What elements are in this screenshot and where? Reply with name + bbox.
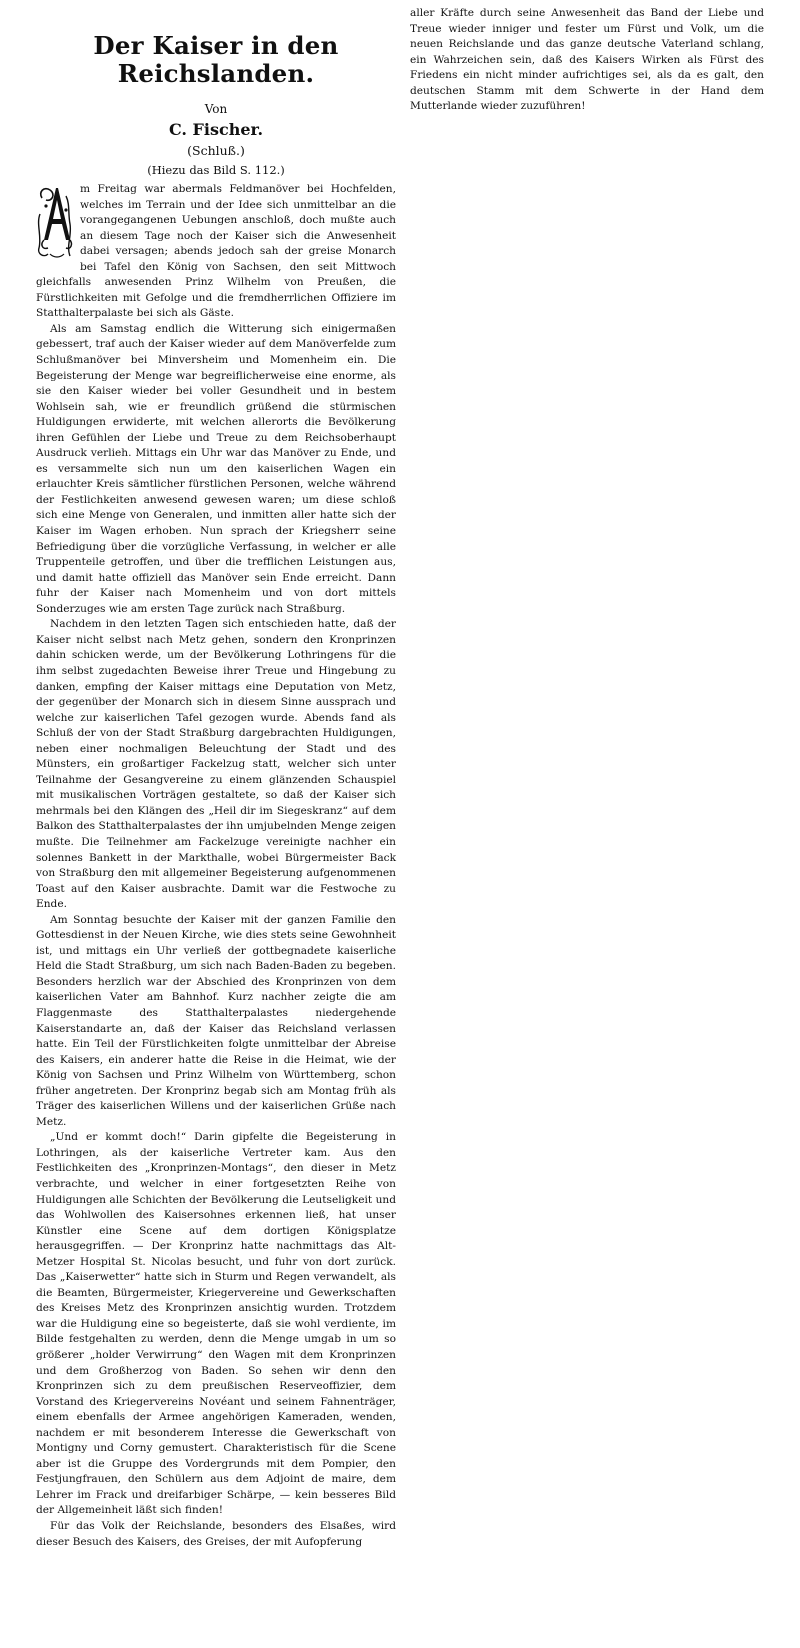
right-column (410, 6, 764, 115)
paragraph-4: Am Sonntag besuchte der Kaiser mit der ganzen Familie den Gottesdienst in der Neuen Kirche, wie dies stets seine Gewohnheit ist, und mittags ein Uhr verließ der gottbegnadete kaiserliche Held die Stadt Straßburg, um sich nach Baden-Baden zu begeben. Besonders herzlich war der Abschied des Kronprinzen von dem kaiserlichen Vater am Bahnhof. Kurz nachher zeigte die am Flaggenmaste des Statthalterpalastes niedergehende Kaiserstandarte an, daß der Kaiser das Reichsland verlassen hatte. Ein Teil der Fürstlichkeiten folgte unmittelbar der Abreise des Kaisers, ein anderer hatte die Reise in die Heimat, wie der König von Sachsen und Prinz Wilhelm von Württemberg, schon früher angetreten. Der Kronprinz begab sich am Montag früh als Träger des kaiserlichen Willens und der kaiserlichen Grüße nach Metz. (36, 913, 396, 1128)
paragraph-1-text: m Freitag war abermals Feldmanöver bei Hochfelden, welches im Terrain und der Idee sich unmittelbar an die vorangegangenen Uebungen anschloß, doch mußte auch an diesem Tage noch der Kaiser sich die Anwesenheit dabei versagen; abends jedoch sah der greise Monarch bei Tafel den König von Sachsen, den seit Mittwoch gleichfalls anwesenden Prinz Wilhelm von Preußen, die Fürstlichkeiten mit Gefolge und die fremdherrlichen Offiziere im Statthalterpalaste bei sich als Gäste. (36, 183, 396, 320)
paragraph-3: Nachdem in den letzten Tagen sich entschieden hatte, daß der Kaiser nicht selbst nach Metz gehen, sondern den Kronprinzen dahin schicken werde, um der Bevölkerung Lothringens für die ihm selbst zugedachten Beweise ihrer Treue und Hingebung zu danken, empfing der Kaiser mittags eine Deputation von Metz, der gegenüber der Monarch sich in diesem Sinne aussprach und welche zur kaiserlichen Tafel gezogen wurde. Abends fand als Schluß der von der Stadt Straßburg dargebrachten Huldigungen, neben einer nochmaligen Beleuchtung der Stadt und des Münsters, ein großartiger Fackelzug statt, welcher sich unter Teilnahme der Gesangvereine zu einem glänzenden Schauspiel mit musikalischen Vorträgen gestaltete, so daß der Kaiser sich mehrmals bei den Klängen des „Heil dir im Siegeskranz“ auf dem Balkon des Statthalterpalastes der ihn umjubelnden Menge zeigen mußte. Die Teilnehmer am Fackelzuge vereinigte nachher ein solennes Bankett in der Markthalle, wobei Bürgermeister Back von Straßburg den mit allgemeiner Begeisterung aufgenommenen Toast auf den Kaiser ausbrachte. Damit war die Festwoche zu Ende. (36, 618, 396, 911)
left-column (36, 26, 396, 1550)
author-name: C. Fischer. (168, 120, 264, 139)
article-title: Der Kaiser in den Reichslanden. (93, 31, 339, 88)
part-label: (Schluß.) (187, 143, 245, 158)
paragraph-7: aller Kräfte durch seine Anwesenheit das Band der Liebe und Treue wieder inniger und fester um Fürst und Volk, um die neuen Reichslande und das ganze deutsche Vaterland schlang, ein Wahrzeichen sein, daß des Kaisers Wirken als Fürst des Friedens ein nicht minder aufrichtiges sei, als da es galt, den deutschen Stamm mit dem Schwerte in der Hand dem Mutterlande wieder zuzuführen! (410, 7, 764, 113)
byline-von: Von (204, 102, 228, 116)
paragraph-5: „Und er kommt doch!“ Darin gipfelte die Begeisterung in Lothringen, als der kaiserliche Vertreter kam. Aus den Festlichkeiten des „Kronprinzen-Montags“, den dieser in Metz verbrachte, und welcher in einer fortgesetzten Reihe von Huldigungen alle Schichten der Bevölkerung die Leutseligkeit und das Wohlwollen des Kaisersohnes erkennen ließ, hat unser Künstler eine Scene auf dem dortigen Königsplatze herausgegriffen. — Der Kronprinz hatte nachmittags das Alt-Metzer Hospital St. Nicolas besucht, und fuhr von dort zurück. Das „Kaiserwetter“ hatte sich in Sturm und Regen verwandelt, als die Beamten, Bürgermeister, Kriegervereine und Gewerkschaften des Kreises Metz des Kronprinzen ansichtig wurden. Trotzdem war die Huldigung eine so begeisterte, daß sie wohl verdiente, im Bilde festgehalten zu werden, denn die Menge umgab in um so größerer „holder Verwirrung“ den Wagen mit dem Kronprinzen und dem Großherzog von Baden. So sehen wir denn den Kronprinzen sich zu dem preußischen Reserveoffizier, dem Vorstand des Kriegervereins Novéant und seinem Fahnenträger, einem ebenfalls der Armee angehörigen Kameraden, wenden, nachdem er mit besonderem Interesse die Gewerkschaft von Montigny und Corny gemustert. Charakteristisch für die Scene aber ist die Gruppe des Vordergrunds mit dem Pompier, den Festjungfrauen, den Schülern aus dem Adjoint de maire, dem Lehrer im Frack und dreifarbiger Schärpe, — kein besseres Bild der Allgemeinheit läßt sich finden! (36, 1131, 396, 1517)
ornamental-initial-a-icon (36, 184, 74, 260)
paragraph-2: Als am Samstag endlich die Witterung sich einigermaßen gebessert, traf auch der Kaiser wieder auf dem Manöverfelde zum Schlußmanöver bei Minversheim und Momenheim ein. Die Begeisterung der Menge war begreiflicherweise eine enorme, als sie den Kaiser wieder bei voller Gesundheit und in bestem Wohlsein sah, wie er freundlich grüßend die stürmischen Huldigungen erwiderte, mit welchen allerorts die Bevölkerung ihren Gefühlen der Liebe und Treue zu dem Reichsoberhaupt Ausdruck verlieh. Mittags ein Uhr war das Manöver zu Ende, und es versammelte sich nun um den kaiserlichen Wagen ein erlauchter Kreis sämtlicher fürstlichen Personen, welche während der Festlichkeiten anwesend gewesen waren; um diese schloß sich eine Menge von Generalen, und inmitten aller hatte sich der Kaiser im Wagen erhoben. Nun sprach der Kriegsherr seine Befriedigung über die vorzügliche Verfassung, in welcher er alle Truppenteile getroffen, und über die trefflichen Leistungen aus, und damit hatte offiziell das Manöver sein Ende erreicht. Dann fuhr der Kaiser nach Momenheim und von dort mittels Sonderzuges wie am ersten Tage zurück nach Straßburg. (36, 322, 396, 615)
illustration-note: (Hiezu das Bild S. 112.) (147, 163, 285, 177)
paragraph-1 (36, 182, 396, 322)
paragraph-6: Für das Volk der Reichslande, besonders des Elsaßes, wird dieser Besuch des Kaisers, des Greises, der mit Aufopferung (36, 1520, 396, 1548)
